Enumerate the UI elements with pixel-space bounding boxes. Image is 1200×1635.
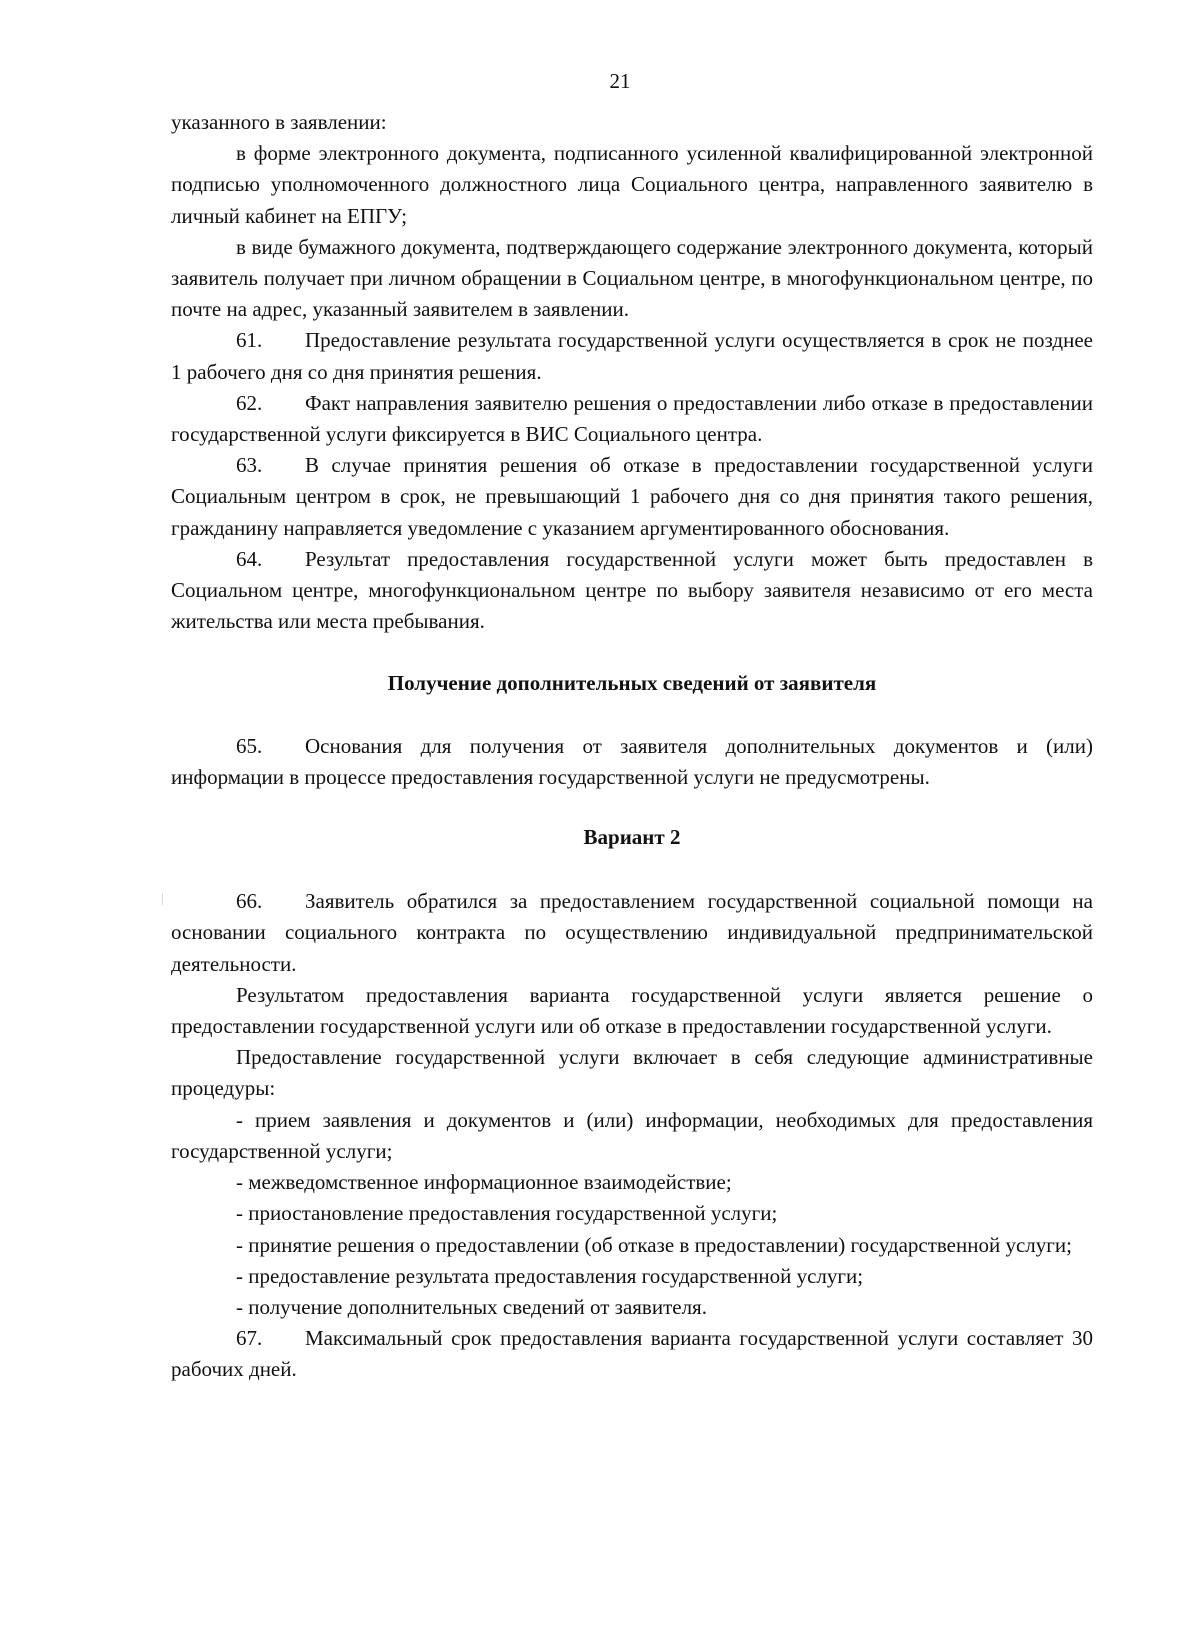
numbered-paragraph [171, 731, 1093, 793]
paragraph: указанного в заявлении: [171, 110, 387, 134]
document-text [171, 107, 1093, 1386]
paragraph: в виде бумажного документа, подтверждающего содержание электронного документа, который заявитель получает при личном обращении в Социальном центре, в многофункциональном центре, по почте на адрес, указанный заявителем в заявлении. [171, 234, 1093, 322]
section-heading: Получение дополнительных сведений от заявителя [387, 671, 877, 696]
scan-artifact [162, 893, 163, 905]
paragraph-text: Основания для получения от заявителя дополнительных документов и (или) информации в процессе предоставления государственной услуги не предусмотрены. [171, 733, 1093, 789]
paragraph-text: Предоставление результата государственной услуги осуществляется в срок не позднее 1 рабочего дня со дня принятия решения. [171, 328, 1093, 384]
paragraph: - прием заявления и документов и (или) информации, необходимых для предоставления государственной услуги; [171, 1107, 1093, 1163]
paragraph-text: В случае принятия решения об отказе в предоставлении государственной услуги Социальным центром в срок, не превышающий 1 рабочего дня со дня принятия такого решения, гражданину направляется уведомление с указанием аргументированного обоснования. [171, 453, 1093, 540]
paragraph: Результатом предоставления варианта государственной услуги является решение о предоставлении государственной услуги или об отказе в предоставлении государственной услуги. [171, 982, 1093, 1039]
section-heading: Вариант 2 [583, 825, 681, 850]
paragraph-text: Результат предоставления государственной услуги может быть предоставлен в Социальном центре, многофункциональном центре по выбору заявителя независимо от его места жительства или места пребывания. [171, 546, 1093, 634]
paragraph-number: 64. [236, 546, 263, 571]
paragraph: в форме электронного документа, подписанного усиленной квалифицированной электронной подписью уполномоченного должностного лица Социального центра, направленного заявителю в личный кабинет на ЕПГУ; [171, 141, 1093, 228]
paragraph-number: 66. [236, 889, 263, 914]
numbered-paragraph [171, 325, 1093, 387]
paragraph-text: Факт направления заявителю решения о предоставлении либо отказе в предоставлении государственной услуги фиксируется в ВИС Социального центра. [171, 390, 1093, 447]
paragraph-text: Максимальный срок предоставления варианта государственной услуги составляет 30 рабочих дней. [171, 1326, 1093, 1382]
paragraph: - получение дополнительных сведений от заявителя. [236, 1294, 707, 1319]
paragraph-number: 62. [236, 390, 263, 415]
paragraph: - предоставление результата предоставления государственной услуги; [236, 1263, 864, 1288]
paragraph: - межведомственное информационное взаимодействие; [236, 1170, 732, 1195]
paragraph-number: 65. [236, 733, 263, 758]
numbered-paragraph [171, 388, 1093, 450]
paragraph: Предоставление государственной услуги включает в себя следующие административные процедуры: [171, 1045, 1093, 1101]
numbered-paragraph [171, 886, 1093, 980]
paragraph-number: 67. [236, 1326, 263, 1351]
paragraph-text: Заявитель обратился за предоставлением государственной социальной помощи на основании социального контракта по осуществлению индивидуальной предпринимательской деятельности. [171, 889, 1093, 976]
paragraph: - приостановление предоставления государственной услуги; [236, 1201, 778, 1226]
paragraph: - принятие решения о предоставлении (об отказе в предоставлении) государственной услуги; [236, 1232, 1072, 1257]
numbered-paragraph [171, 544, 1093, 638]
paragraph-number: 63. [236, 453, 263, 478]
numbered-paragraph [171, 1323, 1093, 1385]
page-number: 21 [609, 69, 631, 93]
numbered-paragraph [171, 450, 1093, 544]
paragraph-number: 61. [236, 328, 263, 353]
